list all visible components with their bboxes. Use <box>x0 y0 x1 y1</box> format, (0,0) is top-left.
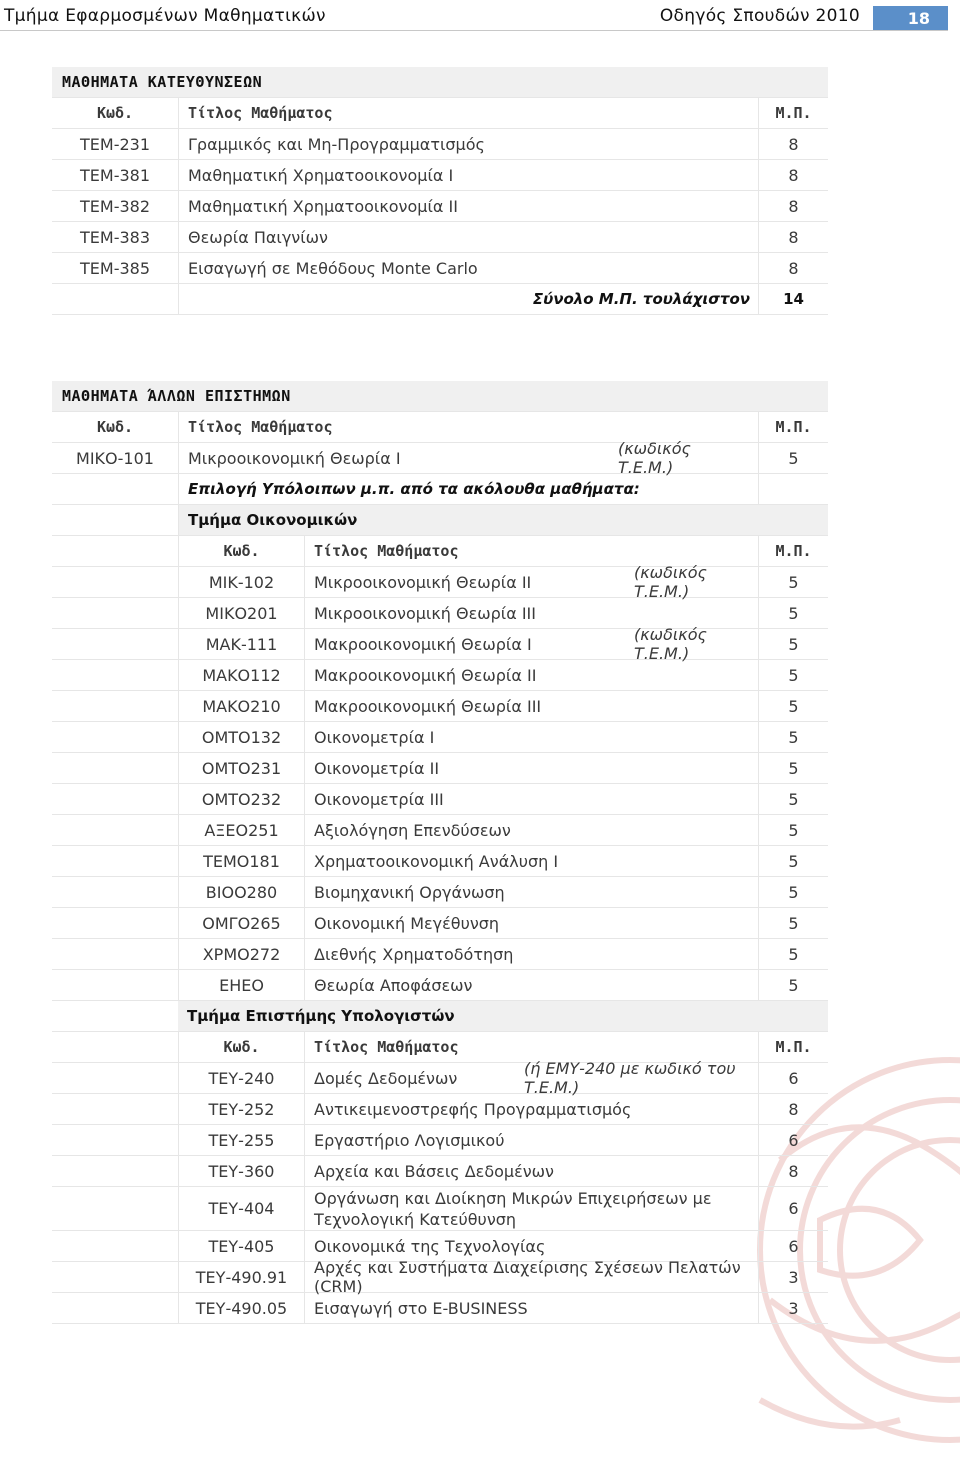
empty-cell <box>52 1293 178 1323</box>
course-row <box>52 753 828 784</box>
course-title: Θεωρία Παιγνίων <box>178 222 758 252</box>
course-code: ΟΜΤΟ231 <box>178 753 304 783</box>
guide-title: Οδηγός Σπουδών 2010 <box>659 6 860 26</box>
empty-cell <box>52 753 178 783</box>
course-mp: 5 <box>758 939 828 969</box>
header-divider <box>0 30 948 31</box>
empty-cell <box>52 1094 178 1124</box>
course-mp: 8 <box>758 160 828 190</box>
course-title: Διεθνής Χρηματοδότηση <box>304 939 758 969</box>
empty-cell <box>52 1187 178 1230</box>
course-mp: 6 <box>758 1125 828 1155</box>
empty-cell <box>52 284 178 314</box>
course-mp: 5 <box>758 753 828 783</box>
course-row <box>52 660 828 691</box>
course-title: Οικονομετρία ΙΙ <box>304 753 758 783</box>
course-title: Αντικειμενοστρεφής Προγραμματισμός <box>304 1094 758 1124</box>
empty-cell <box>52 877 178 907</box>
course-code: ΤΕΜΟ181 <box>178 846 304 876</box>
course-code: ΧΡΜΟ272 <box>178 939 304 969</box>
section-title-row <box>52 381 828 412</box>
course-mp: 5 <box>758 567 828 597</box>
course-row <box>52 815 828 846</box>
course-title: Εισαγωγή στο E-BUSINESS <box>304 1293 758 1323</box>
course-mp: 3 <box>758 1262 828 1292</box>
subsection-title-row <box>52 505 828 536</box>
course-title: Μαθηματική Χρηματοοικονομία ΙΙ <box>178 191 758 221</box>
section-direction-courses <box>52 67 828 315</box>
course-title: Μαθηματική Χρηματοοικονομία Ι <box>178 160 758 190</box>
course-code: ΜΙΚΟ-101 <box>76 448 154 468</box>
course-row <box>52 191 828 222</box>
total-row <box>52 284 828 315</box>
empty-cell <box>52 536 178 566</box>
choice-label: Επιλογή Υπόλοιπων μ.π. από τα ακόλουθα μαθήματα: <box>178 474 758 504</box>
course-mp: 6 <box>758 1187 828 1230</box>
course-code: ΜΑΚ-111 <box>178 629 304 659</box>
course-code: ΒΙΟΟ280 <box>178 877 304 907</box>
course-note: (ή ΕΜΥ-240 με κωδικό του Τ.Ε.Μ.) <box>524 1059 736 1097</box>
course-row <box>52 1187 828 1231</box>
course-code: ΤΕΥ-405 <box>178 1231 304 1261</box>
course-rows <box>52 129 828 284</box>
course-title: Θεωρία Αποφάσεων <box>304 970 758 1000</box>
empty-cell <box>52 474 178 504</box>
course-row <box>52 439 828 477</box>
course-code: ΜΑΚΟ112 <box>178 660 304 690</box>
course-row <box>52 908 828 939</box>
course-code: ΑΞΕΟ251 <box>178 815 304 845</box>
empty-cell <box>52 784 178 814</box>
course-row <box>52 1293 828 1324</box>
course-mp: 5 <box>758 660 828 690</box>
course-code: ΟΜΤΟ132 <box>178 722 304 752</box>
empty-cell <box>52 1231 178 1261</box>
course-row <box>52 563 828 601</box>
course-mp: 8 <box>758 129 828 159</box>
col-header-title: Τίτλος Μαθήματος <box>178 412 758 442</box>
course-title: Μακροοικονομική Θεωρία Ι <box>304 629 634 659</box>
course-mp: 5 <box>758 908 828 938</box>
col-header-code: Κωδ. <box>96 104 134 122</box>
course-title: Βιομηχανική Οργάνωση <box>304 877 758 907</box>
course-title: Χρηματοοικονομική Ανάλυση Ι <box>304 846 758 876</box>
total-value: 14 <box>758 284 828 314</box>
course-mp: 5 <box>758 443 828 473</box>
course-row <box>52 1156 828 1187</box>
empty-cell <box>52 815 178 845</box>
empty-cell <box>52 1001 178 1031</box>
course-row <box>52 129 828 160</box>
col-header-title: Τίτλος Μαθήματος <box>304 536 758 566</box>
course-row <box>52 222 828 253</box>
course-mp: 5 <box>758 970 828 1000</box>
course-title: Οργάνωση και Διοίκηση Μικρών Επιχειρήσεων με Τεχνολογική Κατεύθυνση <box>304 1187 758 1230</box>
course-mp: 6 <box>758 1063 828 1093</box>
course-code: ΤΕΜ-381 <box>80 165 150 185</box>
course-code: ΟΜΓΟ265 <box>178 908 304 938</box>
course-title: Αρχές και Συστήματα Διαχείρισης Σχέσεων Πελατών (CRM) <box>304 1262 758 1292</box>
section-other-sciences <box>52 381 828 1324</box>
course-title: Εργαστήριο Λογισμικού <box>304 1125 758 1155</box>
page-number: 18 <box>907 9 930 28</box>
course-mp: 5 <box>758 846 828 876</box>
course-mp: 6 <box>758 1231 828 1261</box>
course-row <box>52 846 828 877</box>
course-mp: 5 <box>758 598 828 628</box>
course-row <box>52 970 828 1001</box>
choice-row <box>52 474 828 505</box>
course-mp: 5 <box>758 691 828 721</box>
course-mp: 8 <box>758 1094 828 1124</box>
course-title: Μακροοικονομική Θεωρία ΙΙΙ <box>304 691 758 721</box>
col-header-title: Τίτλος Μαθήματος <box>178 98 758 128</box>
course-code: ΜΙΚΟ201 <box>178 598 304 628</box>
col-header-code: Κωδ. <box>178 536 304 566</box>
course-title: Μικροοικονομική Θεωρία ΙΙ <box>304 567 634 597</box>
course-row <box>52 1059 828 1097</box>
course-code: ΤΕΥ-252 <box>178 1094 304 1124</box>
course-code: ΤΕΥ-240 <box>178 1063 304 1093</box>
course-title: Δομές Δεδομένων <box>304 1063 524 1093</box>
col-header-mp: Μ.Π. <box>758 1032 828 1062</box>
course-mp: 3 <box>758 1293 828 1323</box>
course-title: Εισαγωγή σε Μεθόδους Monte Carlo <box>178 253 758 283</box>
course-code: ΤΕΥ-490.05 <box>178 1293 304 1323</box>
course-row <box>52 1258 828 1296</box>
course-code: ΟΜΤΟ232 <box>178 784 304 814</box>
course-mp: 8 <box>758 191 828 221</box>
course-code: ΤΕΜ-385 <box>80 258 150 278</box>
course-mp: 8 <box>758 253 828 283</box>
course-code: ΤΕΥ-360 <box>178 1156 304 1186</box>
course-code: ΜΑΚΟ210 <box>178 691 304 721</box>
empty-cell <box>52 1156 178 1186</box>
course-title: Οικονομικά της Τεχνολογίας <box>304 1231 758 1261</box>
empty-cell <box>52 970 178 1000</box>
course-code: ΤΕΥ-490.91 <box>178 1262 304 1292</box>
department-title: Τμήμα Εφαρμοσμένων Μαθηματικών <box>4 6 326 26</box>
course-mp: 8 <box>758 222 828 252</box>
empty-cell <box>52 1032 178 1062</box>
empty-cell <box>52 908 178 938</box>
col-header-mp: Μ.Π. <box>758 536 828 566</box>
empty-cell <box>52 1262 178 1292</box>
course-row <box>52 691 828 722</box>
empty-cell <box>52 691 178 721</box>
total-label: Σύνολο Μ.Π. τουλάχιστον <box>178 284 758 314</box>
econ-dept-title: Τμήμα Οικονομικών <box>178 505 828 535</box>
course-row <box>52 1094 828 1125</box>
course-code: ΤΕΥ-255 <box>178 1125 304 1155</box>
cs-course-rows <box>52 1059 828 1324</box>
course-row <box>52 784 828 815</box>
empty-cell <box>758 474 828 504</box>
course-row <box>52 939 828 970</box>
course-row <box>52 877 828 908</box>
col-header-mp: Μ.Π. <box>758 412 828 442</box>
empty-cell <box>52 629 178 659</box>
empty-cell <box>52 939 178 969</box>
col-header-title: Τίτλος Μαθήματος <box>304 1032 758 1062</box>
course-mp: 8 <box>758 1156 828 1186</box>
course-title: Μικροοικονομική Θεωρία ΙΙΙ <box>304 598 758 628</box>
course-title: Οικονομετρία Ι <box>304 722 758 752</box>
course-mp: 5 <box>758 722 828 752</box>
course-code: ΤΕΜ-231 <box>80 134 150 154</box>
course-title: Μικροοικονομική Θεωρία Ι <box>178 443 618 473</box>
course-row <box>52 625 828 663</box>
course-row <box>52 722 828 753</box>
course-code: ΕΗΕΟ <box>178 970 304 1000</box>
section-title: ΜΑΘΗΜΑΤΑ ΆΛΛΩΝ ΕΠΙΣΤΗΜΩΝ <box>62 387 291 405</box>
empty-cell <box>52 505 178 535</box>
column-header-row <box>52 98 828 129</box>
course-note: (κωδικός Τ.Ε.Μ.) <box>634 563 707 601</box>
course-code: ΤΕΥ-404 <box>178 1187 304 1230</box>
empty-cell <box>52 846 178 876</box>
course-code: ΤΕΜ-382 <box>80 196 150 216</box>
empty-cell <box>52 722 178 752</box>
econ-course-rows <box>52 563 828 1001</box>
subsection-title-row <box>52 1001 828 1032</box>
course-mp: 5 <box>758 815 828 845</box>
empty-cell <box>52 567 178 597</box>
cs-dept-title: Τμήμα Επιστήμης Υπολογιστών <box>178 1001 828 1031</box>
course-title: Μακροοικονομική Θεωρία ΙΙ <box>304 660 758 690</box>
course-row <box>52 1125 828 1156</box>
course-row <box>52 160 828 191</box>
course-note: (κωδικός Τ.Ε.Μ.) <box>634 625 707 663</box>
course-title: Αρχεία και Βάσεις Δεδομένων <box>304 1156 758 1186</box>
empty-cell <box>52 598 178 628</box>
col-header-code: Κωδ. <box>96 418 134 436</box>
empty-cell <box>52 1063 178 1093</box>
course-note: (κωδικός Τ.Ε.Μ.) <box>618 439 691 477</box>
col-header-mp: Μ.Π. <box>758 98 828 128</box>
empty-cell <box>52 1125 178 1155</box>
course-row <box>52 253 828 284</box>
section-title-row <box>52 67 828 98</box>
empty-cell <box>52 660 178 690</box>
col-header-code: Κωδ. <box>178 1032 304 1062</box>
course-mp: 5 <box>758 629 828 659</box>
course-title: Οικονομετρία ΙΙΙ <box>304 784 758 814</box>
course-title: Οικονομική Μεγέθυνση <box>304 908 758 938</box>
course-code: ΜΙΚ-102 <box>178 567 304 597</box>
course-mp: 5 <box>758 784 828 814</box>
section-title: ΜΑΘΗΜΑΤΑ ΚΑΤΕΥΘΥΝΣΕΩΝ <box>62 73 263 91</box>
course-mp: 5 <box>758 877 828 907</box>
page-number-badge <box>873 6 948 30</box>
course-title: Αξιολόγηση Επενδύσεων <box>304 815 758 845</box>
course-code: ΤΕΜ-383 <box>80 227 150 247</box>
course-title: Γραμμικός και Μη-Προγραμματισμός <box>178 129 758 159</box>
